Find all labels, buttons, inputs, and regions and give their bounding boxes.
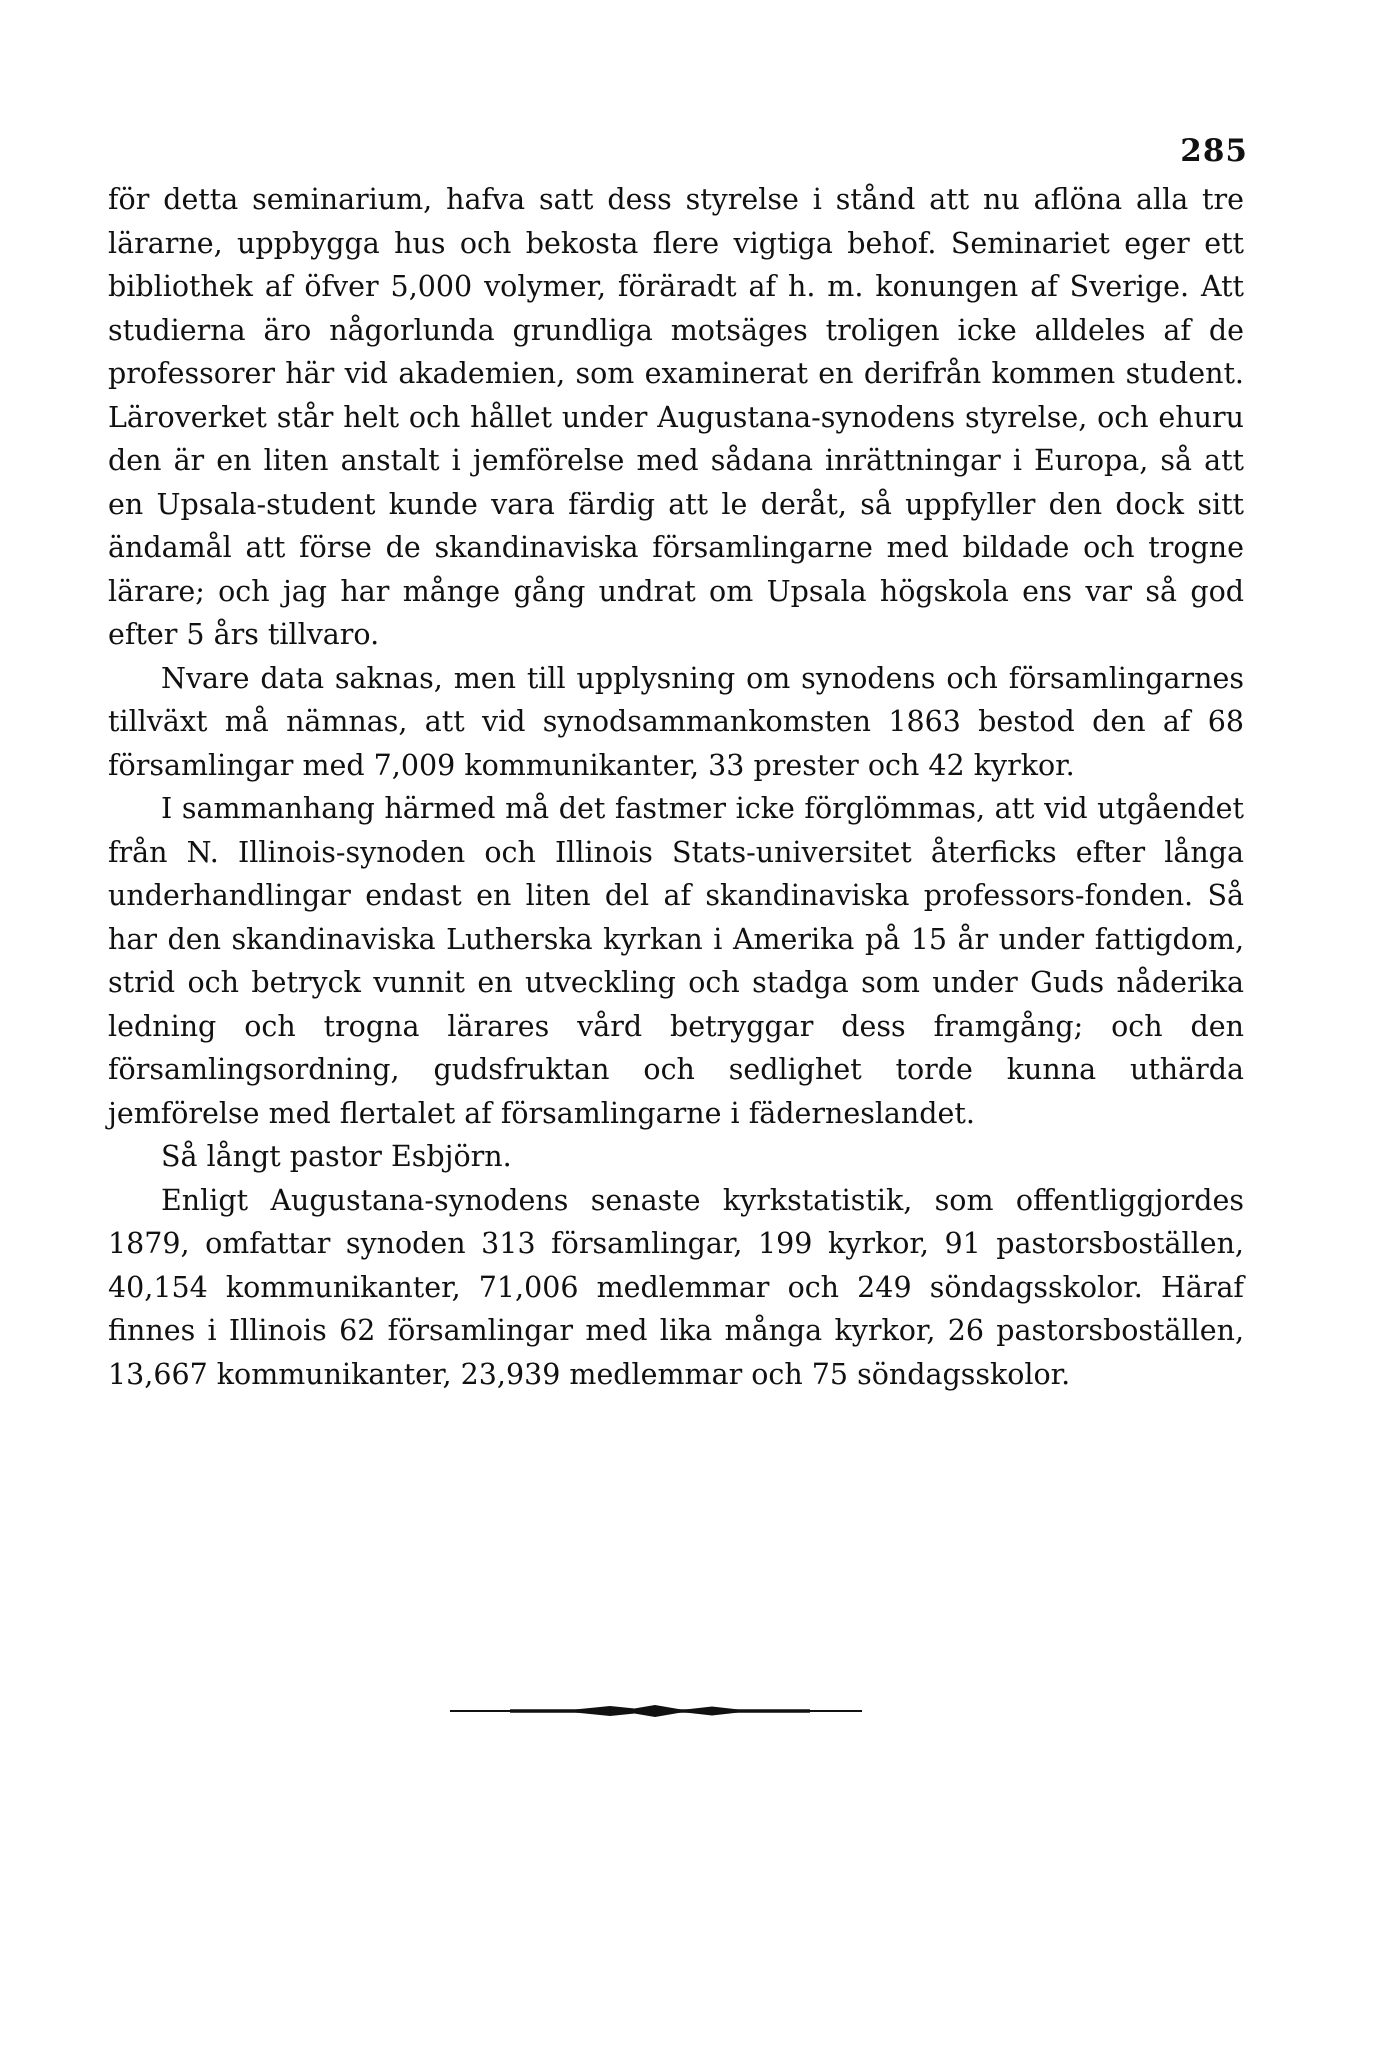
paragraph-professors-fonden: I sammanhang härmed må det fastmer icke förglömmas, att vid utgåendet från N. Illinois-synoden och Illinois Stats-universitet återficks efter långa underhandlingar endast en liten del af skandinaviska professors-fonden. Så har den skandinaviska Lutherska kyrkan i Amerika på 15 år under fattigdom, strid och betryck vunnit en utveckling och stadga som under Guds nåderika ledning och trogna lärares vård betryggar dess framgång; och den församlingsordning, gudsfruktan och sedlighet torde kunna uthärda jemförelse med flertalet af församlingarne i fäderneslandet.	[108, 792, 1244, 1130]
body-text	[108, 178, 1244, 1396]
page-number: 285	[1180, 133, 1248, 169]
paragraph-synod-data: Nvare data saknas, men till upplysning om synodens och församlingarnes tillväxt må nämnas, att vid synodsammankomsten 1863 bestod den af 68 församlingar med 7,009 kommunikanter, 33 prester och 42 kyrkor.	[108, 661, 1244, 782]
paragraph-statistics: Enligt Augustana-synodens senaste kyrkstatistik, som offentliggjordes 1879, omfattar synoden 313 församlingar, 199 kyrkor, 91 pastorsboställen, 40,154 kommunikanter, 71,006 medlemmar och 249 söndagsskolor. Häraf finnes i Illinois 62 församlingar med lika många kyrkor, 26 pastorsboställen, 13,667 kommunikanter, 23,939 medlemmar och 75 söndagsskolor.	[108, 1183, 1244, 1391]
paragraph-seminarium: för detta seminarium, hafva satt dess styrelse i stånd att nu aflöna alla tre lärarne, uppbygga hus och bekosta flere vigtiga behof. Seminariet eger ett bibliothek af öfver 5,000 volymer, föräradt af h. m. konungen af Sverige. Att studierna äro någorlunda grundliga motsäges troligen icke alldeles af de professorer här vid akademien, som examinerat en derifrån kommen student. Läroverket står helt och hållet under Augustana-synodens styrelse, och ehuru den är en liten anstalt i jemförelse med sådana inrättningar i Europa, så att en Upsala-student kunde vara färdig att le deråt, så uppfyller den dock sitt ändamål att förse de skandinaviska församlingarne med bildade och trogne lärare; och jag har månge gång undrat om Upsala högskola ens var så god efter 5 års tillvaro.	[108, 183, 1244, 651]
ornamental-rule-icon	[450, 1703, 862, 1719]
paragraph-esbjorn: Så långt pastor Esbjörn.	[161, 1140, 512, 1173]
